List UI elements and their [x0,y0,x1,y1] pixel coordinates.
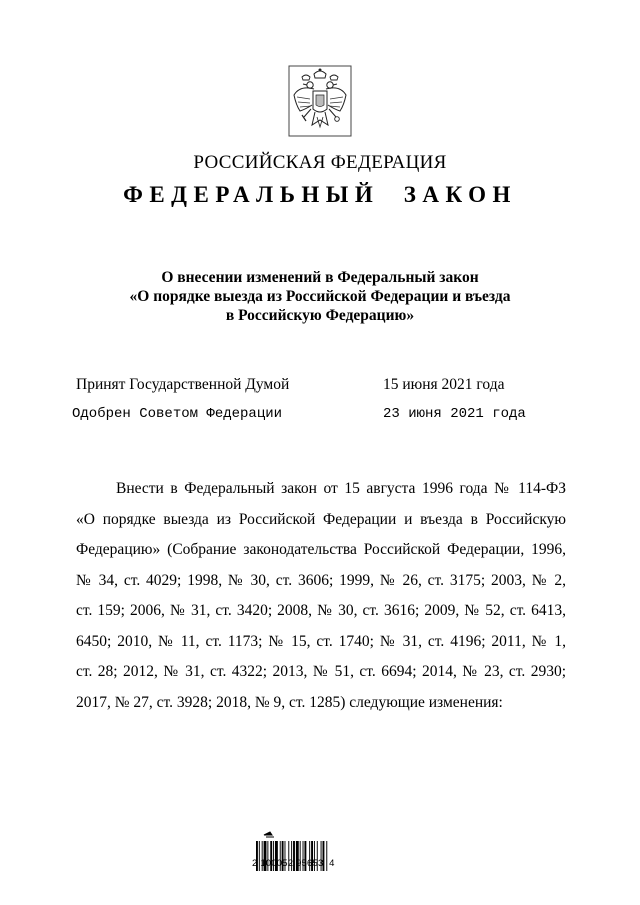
law-body-text [76,474,566,718]
adoption-row-council [72,406,572,422]
law-title-line: О внесении изменений в Федеральный закон [161,269,479,286]
barcode-number: 2 100052 95653 4 [252,858,335,869]
barcode-icon [252,816,382,888]
law-title-line: в Российскую Федерацию» [225,307,415,324]
state-emblem-icon [288,65,352,137]
body-line: ст. 28; 2012, № 31, ст. 4322; 2013, № 51, ст. 6694; 2014, № 23, ст. 2930; [76,663,566,680]
body-line: № 34, ст. 4029; 1998, № 30, ст. 3606; 1999, № 26, ст. 3175; 2003, № 2, [76,571,566,589]
adoption-date: 23 июня 2021 года [383,406,526,422]
law-title [0,268,640,325]
adoption-date: 15 июня 2021 года [383,376,505,393]
body-line: ст. 159; 2006, № 31, ст. 3420; 2008, № 30, ст. 3616; 2009, № 52, ст. 6413, [76,602,566,619]
adoption-body: Одобрен Советом Федерации [72,406,283,422]
body-line: Внести в Федеральный закон от 15 августа 1996 года № 114-ФЗ [116,480,566,497]
body-line: «О порядке выезда из Российской Федерации и въезда в Российскую [76,510,566,528]
body-line: Федерацию» (Собрание законодательства Российской Федерации, 1996, [76,541,566,558]
body-line: 2017, № 27, ст. 3928; 2018, № 9, ст. 1285) следующие изменения: [76,693,503,711]
document-type-heading: ФЕДЕРАЛЬНЫЙ ЗАКОН [123,182,517,207]
body-line: 6450; 2010, № 11, ст. 1173; № 15, ст. 1740; № 31, ст. 4196; 2011, № 1, [76,632,566,650]
law-title-line: «О порядке выезда из Российской Федерации и въезда [129,288,511,305]
country-heading: РОССИЙСКАЯ ФЕДЕРАЦИЯ [193,152,447,173]
adoption-row-duma [76,376,576,394]
adoption-body: Принят Государственной Думой [76,376,290,393]
